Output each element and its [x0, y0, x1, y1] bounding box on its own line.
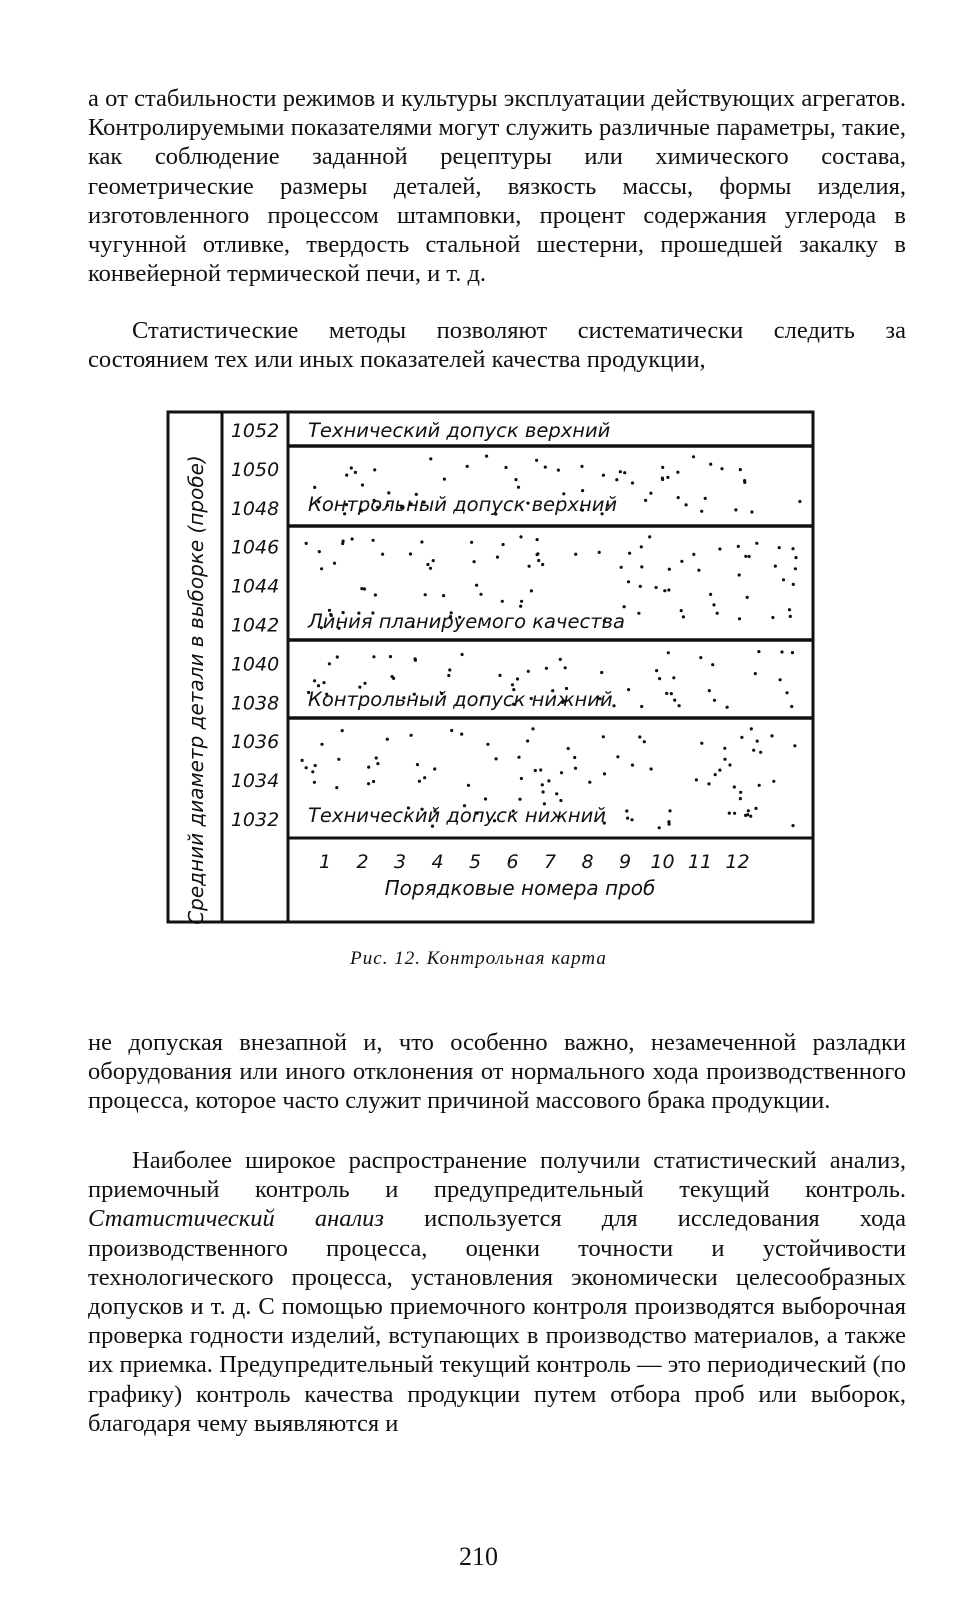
band-dot — [424, 593, 427, 596]
band-dot — [305, 542, 308, 545]
band-dot — [625, 809, 628, 812]
band-dot — [473, 560, 476, 563]
band-dot — [519, 605, 522, 608]
band-dot — [373, 468, 376, 471]
band-dot — [612, 704, 615, 707]
band-dot — [341, 542, 344, 545]
band-dot — [771, 616, 774, 619]
limit-line-label: Линия планируемого качества — [308, 610, 625, 633]
band-dot — [620, 566, 623, 569]
band-dot — [743, 479, 746, 482]
band-dot — [695, 778, 698, 781]
page-number: 210 — [459, 1542, 498, 1571]
band-dot — [720, 467, 723, 470]
band-dot — [627, 688, 630, 691]
x-axis-label: Порядковые номера проб — [384, 876, 656, 900]
band-dot — [716, 612, 719, 615]
band-dot — [778, 546, 781, 549]
y-tick-label: 1052 — [230, 420, 280, 442]
band-dot — [661, 466, 664, 469]
x-tick-label: 7 — [543, 851, 557, 873]
x-tick-label: 2 — [356, 851, 369, 873]
band-dot — [531, 727, 534, 730]
band-dot — [467, 784, 470, 787]
band-dot — [450, 729, 453, 732]
band-dot — [697, 569, 700, 572]
band-dot — [535, 459, 538, 462]
band-dot — [573, 756, 576, 759]
band-dot — [754, 807, 757, 810]
band-dot — [749, 815, 752, 818]
band-dot — [668, 809, 671, 812]
band-dot — [526, 739, 529, 742]
band-dot — [665, 692, 668, 695]
band-dot — [734, 508, 737, 511]
band-dot — [772, 780, 775, 783]
band-dot — [785, 691, 788, 694]
band-dot — [333, 562, 336, 565]
band-dot — [547, 779, 550, 782]
band-dot — [426, 563, 429, 566]
band-dot — [374, 593, 377, 596]
band-dot — [313, 679, 316, 682]
band-dot — [580, 465, 583, 468]
band-dot — [432, 559, 435, 562]
y-axis-label: Средний диаметр детали в выборке (пробе) — [184, 455, 208, 925]
band-dot — [668, 568, 671, 571]
paragraph-4-start: Наиболее широкое распространение получили статистический анализ, приемочный контроль и предупредительный текущий контроль. — [88, 1147, 906, 1204]
y-tick-label: 1044 — [230, 575, 280, 598]
band-dot — [317, 684, 320, 687]
band-dot — [318, 550, 321, 553]
band-dot — [661, 478, 664, 481]
band-dot — [744, 555, 747, 558]
band-dot — [616, 755, 619, 758]
band-dot — [798, 500, 801, 503]
band-dot — [780, 650, 783, 653]
band-dot — [678, 704, 681, 707]
band-dot — [733, 785, 736, 788]
band-dot — [539, 768, 542, 771]
band-dot — [502, 543, 505, 546]
band-dot — [709, 463, 712, 466]
band-dot — [375, 756, 378, 759]
band-dot — [448, 668, 451, 671]
band-dot — [600, 671, 603, 674]
band-dot — [667, 651, 670, 654]
band-dot — [750, 727, 753, 730]
band-dot — [726, 706, 729, 709]
band-dot — [680, 560, 683, 563]
x-tick-label: 1 — [318, 851, 332, 873]
band-dot — [755, 542, 758, 545]
band-dot — [748, 555, 751, 558]
paragraph-4 — [88, 1146, 906, 1438]
band-dot — [631, 481, 634, 484]
band-dot — [351, 537, 354, 540]
x-tick-label: 11 — [687, 851, 713, 873]
band-dot — [313, 781, 316, 784]
band-dot — [367, 766, 370, 769]
band-dot — [790, 705, 793, 708]
band-dot — [758, 784, 761, 787]
band-dot — [574, 553, 577, 556]
band-dot — [644, 499, 647, 502]
paragraph-1: а от стабильности режимов и культуры эксплуатации действующих агрегатов. Контролируемыми показателями могут служить различные параметры, такие, как соблюдение заданной рецептуры или химического состава, геометрические размеры деталей, вязкость массы, формы изделия, изготовленного процессом штамповки, процент содержания углерода в чугунной отливке, твердость стальной шестерни, прошедшей закалку в конвейерной термической печи, и т. д. — [88, 85, 906, 288]
band-dot — [320, 567, 323, 570]
band-dot — [739, 797, 742, 800]
band-dot — [336, 655, 339, 658]
band-dot — [341, 729, 344, 732]
band-dot — [528, 565, 531, 568]
band-dot — [655, 669, 658, 672]
band-dot — [747, 809, 750, 812]
band-dot — [712, 603, 715, 606]
y-tick-label: 1048 — [230, 497, 280, 520]
band-dot — [739, 468, 742, 471]
band-dot — [534, 769, 537, 772]
band-dot — [770, 734, 773, 737]
band-dot — [714, 773, 717, 776]
band-dot — [685, 503, 688, 506]
band-dot — [648, 535, 651, 538]
band-dot — [442, 594, 445, 597]
band-dot — [682, 615, 685, 618]
band-dot — [713, 699, 716, 702]
band-dot — [389, 655, 392, 658]
band-dot — [544, 466, 547, 469]
band-dot — [557, 469, 560, 472]
band-dot — [658, 826, 661, 829]
band-dot — [350, 466, 353, 469]
band-dot — [530, 589, 533, 592]
paragraph-4-italic: Статистический анализ — [88, 1205, 384, 1233]
band-dot — [700, 742, 703, 745]
band-dot — [420, 540, 423, 543]
band-dot — [740, 736, 743, 739]
band-dot — [345, 474, 348, 477]
band-dot — [670, 692, 673, 695]
band-dot — [555, 792, 558, 795]
band-dot — [673, 699, 676, 702]
band-dot — [692, 455, 695, 458]
x-tick-label: 9 — [618, 851, 632, 873]
band-dot — [495, 757, 498, 760]
band-dot — [520, 600, 523, 603]
band-dot — [337, 758, 340, 761]
band-dot — [360, 587, 363, 590]
limit-line-label: Технический допуск верхний — [308, 419, 611, 442]
band-dot — [423, 776, 426, 779]
y-tick-label: 1046 — [230, 536, 280, 559]
band-dot — [429, 457, 432, 460]
band-dot — [774, 565, 777, 568]
band-dot — [511, 683, 514, 686]
band-dot — [723, 758, 726, 761]
figure-caption: Рис. 12. Контрольная карта — [350, 948, 607, 969]
x-tick-label: 6 — [506, 851, 519, 873]
band-dot — [623, 605, 626, 608]
band-dot — [619, 470, 622, 473]
band-dot — [699, 656, 702, 659]
band-dot — [560, 771, 563, 774]
band-dot — [410, 734, 413, 737]
paragraph-4-end: используется для исследования хода производственного процесса, оценки точности и устойчивости технологического процесса, установления экономически целесообразных допусков и т. д. С помощью приемочного контроля производятся выборочная проверка годности изделий, вступающих в производство материалов, а также их приемка. Предупредительный текущий контроль — это периодический (по графику) контроль качества продукции путем отбора проб или выборок, благодаря чему выявляются и — [88, 1205, 906, 1437]
band-dot — [541, 783, 544, 786]
band-dot — [746, 596, 749, 599]
band-dot — [479, 593, 482, 596]
band-dot — [650, 767, 653, 770]
band-dot — [750, 510, 753, 513]
band-dot — [628, 552, 631, 555]
band-dot — [328, 662, 331, 665]
x-tick-label: 8 — [581, 851, 594, 873]
band-dot — [542, 790, 545, 793]
y-tick-label: 1034 — [230, 770, 280, 793]
y-tick-label: 1042 — [230, 614, 280, 637]
band-dot — [649, 492, 652, 495]
band-dot — [564, 666, 567, 669]
band-dot — [623, 471, 626, 474]
band-dot — [536, 553, 539, 556]
band-dot — [470, 541, 473, 544]
band-dot — [626, 817, 629, 820]
band-dot — [615, 478, 618, 481]
band-dot — [672, 676, 675, 679]
band-dot — [792, 583, 795, 586]
limit-line-label: Технический допуск нижний — [308, 804, 606, 827]
band-dot — [638, 735, 641, 738]
band-dot — [791, 824, 794, 827]
band-dot — [640, 705, 643, 708]
band-dot — [527, 670, 530, 673]
band-dot — [667, 588, 670, 591]
band-dot — [416, 763, 419, 766]
band-dot — [372, 539, 375, 542]
band-dot — [536, 538, 539, 541]
band-dot — [676, 471, 679, 474]
band-dot — [311, 770, 314, 773]
band-dot — [782, 578, 785, 581]
band-dot — [517, 756, 520, 759]
band-dot — [391, 675, 394, 678]
y-tick-label: 1038 — [230, 692, 280, 715]
band-dot — [723, 747, 726, 750]
band-dot — [322, 681, 325, 684]
band-dot — [602, 474, 605, 477]
band-dot — [443, 478, 446, 481]
band-dot — [545, 667, 548, 670]
band-dot — [718, 547, 721, 550]
band-dot — [581, 489, 584, 492]
band-dot — [754, 672, 757, 675]
band-dot — [631, 764, 634, 767]
band-dot — [791, 547, 794, 550]
band-dot — [354, 471, 357, 474]
band-dot — [559, 658, 562, 661]
band-dot — [588, 781, 591, 784]
band-dot — [305, 766, 308, 769]
x-tick-label: 12 — [725, 851, 750, 873]
band-dot — [447, 674, 450, 677]
band-dot — [794, 556, 797, 559]
band-dot — [718, 769, 721, 772]
band-dot — [598, 551, 601, 554]
limit-line-label: Контрольный допуск нижний — [308, 688, 613, 711]
band-dot — [603, 772, 606, 775]
band-dot — [630, 818, 633, 821]
band-dot — [752, 749, 755, 752]
chart-texts — [184, 419, 750, 925]
band-dot — [372, 655, 375, 658]
band-dot — [376, 762, 379, 765]
band-dot — [517, 486, 520, 489]
band-dot — [537, 559, 540, 562]
band-dot — [658, 677, 661, 680]
band-dot — [514, 478, 517, 481]
band-dot — [744, 814, 747, 817]
band-dot — [496, 556, 499, 559]
band-dot — [381, 553, 384, 556]
band-dot — [794, 567, 797, 570]
band-dot — [738, 617, 741, 620]
band-dot — [433, 767, 436, 770]
band-dot — [602, 735, 605, 738]
band-dot — [640, 545, 643, 548]
band-dot — [756, 740, 759, 743]
band-dot — [541, 563, 544, 566]
band-dot — [559, 799, 562, 802]
band-dot — [737, 545, 740, 548]
band-dot — [788, 608, 791, 611]
band-dot — [567, 747, 570, 750]
band-dot — [789, 615, 792, 618]
band-dot — [643, 740, 646, 743]
band-dot — [637, 612, 640, 615]
band-dot — [466, 465, 469, 468]
band-dot — [461, 653, 464, 656]
paragraph-2: Статистические методы позволяют систематически следить за состоянием тех или иных показателей качества продукции, — [88, 317, 906, 374]
band-dot — [728, 812, 731, 815]
paragraph-3: не допуская внезапной и, что особенно важно, незамеченной разладки оборудования или иного отклонения от нормального хода производственного процесса, которое часто служит причиной массового брака продукции. — [88, 1029, 906, 1115]
band-dot — [484, 797, 487, 800]
band-dot — [409, 552, 412, 555]
band-dot — [335, 786, 338, 789]
band-dot — [655, 586, 658, 589]
band-dot — [707, 782, 710, 785]
y-tick-label: 1036 — [230, 731, 280, 754]
band-dot — [372, 780, 375, 783]
band-dot — [779, 678, 782, 681]
band-dot — [418, 780, 421, 783]
limit-line-label: Контрольный допуск верхний — [308, 493, 618, 516]
y-tick-label: 1032 — [230, 809, 280, 831]
band-dot — [709, 593, 712, 596]
x-tick-label: 3 — [393, 851, 407, 873]
band-dot — [692, 553, 695, 556]
band-dot — [361, 483, 364, 486]
band-dot — [677, 496, 680, 499]
y-tick-label: 1040 — [230, 653, 280, 676]
band-dot — [363, 682, 366, 685]
band-dot — [301, 759, 304, 762]
band-dot — [501, 600, 504, 603]
band-dot — [486, 743, 489, 746]
band-dot — [759, 751, 762, 754]
band-dot — [680, 609, 683, 612]
band-dot — [475, 584, 478, 587]
band-dot — [460, 733, 463, 736]
band-dot — [711, 663, 714, 666]
band-dot — [386, 738, 389, 741]
band-dot — [793, 744, 796, 747]
band-dot — [574, 767, 577, 770]
band-dot — [733, 812, 736, 815]
band-dot — [414, 659, 417, 662]
band-dot — [516, 677, 519, 680]
y-tick-label: 1050 — [230, 458, 280, 481]
band-dot — [320, 743, 323, 746]
band-dot — [757, 650, 760, 653]
band-dot — [520, 777, 523, 780]
band-dot — [739, 791, 742, 794]
band-dot — [429, 567, 432, 570]
band-dot — [485, 455, 488, 458]
band-dot — [498, 674, 501, 677]
band-dot — [518, 798, 521, 801]
band-dot — [367, 782, 370, 785]
band-dot — [791, 651, 794, 654]
band-dot — [704, 497, 707, 500]
band-dot — [666, 476, 669, 479]
x-tick-label: 4 — [431, 851, 444, 873]
band-dot — [519, 535, 522, 538]
band-dot — [728, 763, 731, 766]
band-dot — [708, 689, 711, 692]
x-tick-label: 5 — [468, 851, 482, 873]
band-dot — [738, 573, 741, 576]
band-dot — [663, 589, 666, 592]
band-dot — [668, 823, 671, 826]
band-dot — [639, 585, 642, 588]
band-dot — [700, 510, 703, 513]
band-dot — [504, 466, 507, 469]
x-tick-label: 10 — [650, 851, 675, 873]
band-dot — [640, 565, 643, 568]
band-dot — [313, 486, 316, 489]
band-dot — [627, 580, 630, 583]
band-dot — [314, 764, 317, 767]
